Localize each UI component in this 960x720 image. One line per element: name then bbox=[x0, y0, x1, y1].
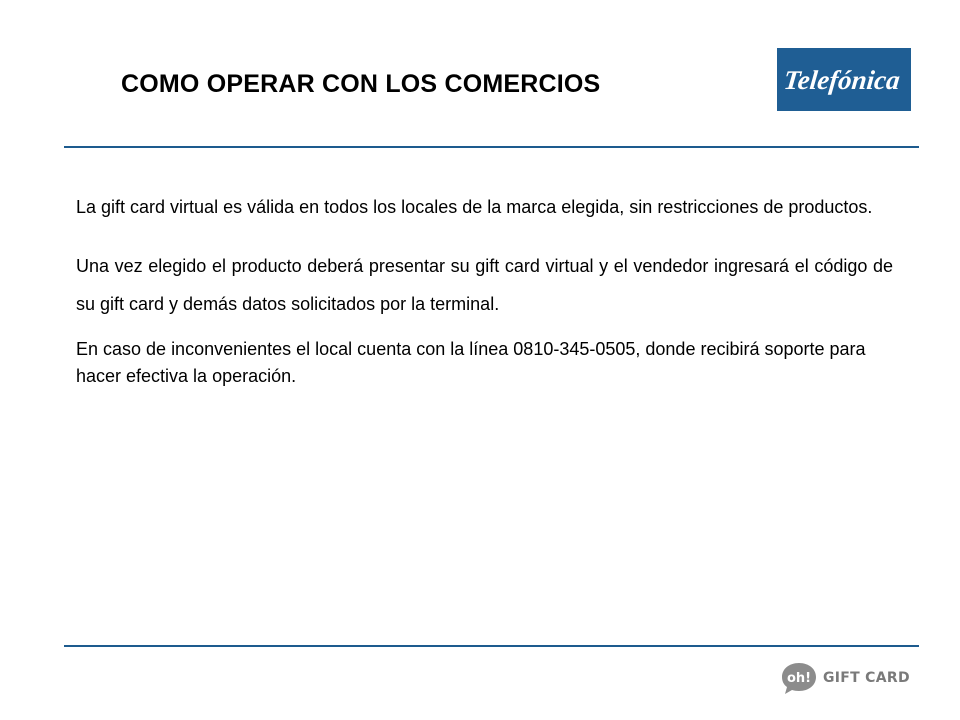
telefonica-logo-text: Telefónica bbox=[782, 64, 902, 95]
bottom-divider bbox=[64, 645, 919, 647]
paragraph-validity: La gift card virtual es válida en todos los locales de la marca elegida, sin restricciones de productos. bbox=[76, 197, 873, 217]
telefonica-logo bbox=[777, 48, 911, 111]
paragraph-procedure: Una vez elegido el producto deberá presentar su gift card virtual y el vendedor ingresará el código de su gift card y demás datos solicitados por la terminal. bbox=[76, 256, 893, 314]
telefonica-logo-mark bbox=[782, 60, 906, 100]
top-divider bbox=[64, 146, 919, 148]
slide-title: COMO OPERAR CON LOS COMERCIOS bbox=[121, 70, 601, 98]
oh-badge-text: oh! bbox=[786, 671, 812, 686]
oh-gift-card-logo bbox=[780, 660, 910, 696]
paragraph-support: En caso de inconvenientes el local cuenta con la línea 0810-345-0505, donde recibirá soporte para hacer efectiva la operación. bbox=[76, 339, 866, 386]
slide-body bbox=[76, 188, 893, 390]
oh-speech-bubble-icon bbox=[780, 661, 818, 695]
gift-card-label: GIFT CARD bbox=[823, 670, 910, 686]
